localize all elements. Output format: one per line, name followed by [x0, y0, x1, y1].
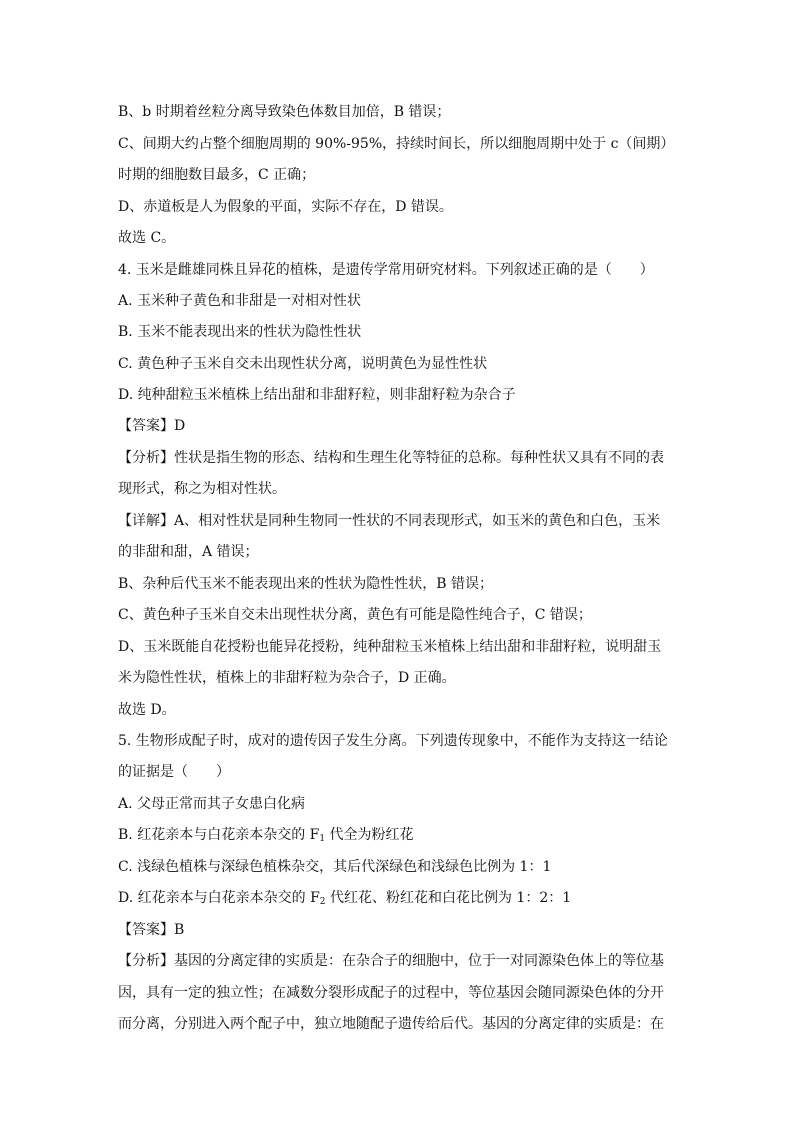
text-line-d-explanation: D、赤道板是人为假象的平面，实际不存在，D 错误。	[118, 199, 453, 215]
option-d-text-post: 代红花、粉红花和白花比例为 1：2：1	[325, 890, 572, 906]
answer-choice-q4: 故选 D。	[118, 702, 176, 718]
text-line-c-explanation-1: C、间期大约占整个细胞周期的 90%-95%，持续时间长，所以细胞周期中处于 c（间期）	[118, 136, 675, 152]
question-5-answer: 【答案】B	[118, 922, 185, 938]
option-b-text-post: 代全为粉红花	[325, 827, 414, 843]
text-line-c-explanation-2: 时期的细胞数目最多，C 正确；	[118, 167, 316, 183]
answer-choice-q3: 故选 C。	[118, 230, 176, 246]
question-5-analysis-1: 【分析】基因的分离定律的实质是：在杂合子的细胞中，位于一对同源染色体上的等位基	[118, 953, 664, 969]
question-4-analysis-1: 【分析】性状是指生物的形态、结构和生理生化等特征的总称。每种性状又具有不同的表	[118, 450, 664, 466]
question-4-detail-5: D、玉米既能自花授粉也能异花授粉，纯种甜粒玉米植株上结出甜和非甜籽粒，说明甜玉	[118, 639, 662, 655]
question-4-detail-3: B、杂种后代玉米不能表现出来的性状为隐性性状，B 错误；	[118, 576, 494, 592]
question-5-stem-2: 的证据是（ ）	[118, 764, 230, 780]
question-4-option-d: D. 纯种甜粒玉米植株上结出甜和非甜籽粒，则非甜籽粒为杂合子	[118, 387, 516, 403]
question-4-answer: 【答案】D	[118, 418, 186, 434]
question-4-option-a: A. 玉米种子黄色和非甜是一对相对性状	[118, 293, 362, 309]
question-4-stem: 4. 玉米是雌雄同株且异花的植株，是遗传学常用研究材料。下列叙述正确的是（ ）	[118, 262, 654, 278]
question-5-option-d	[118, 888, 678, 908]
question-5-option-b	[118, 825, 678, 845]
text-line-b-explanation: B、b 时期着丝粒分离导致染色体数目加倍，B 错误；	[118, 104, 451, 120]
question-4-detail-6: 米为隐性性状，植株上的非甜籽粒为杂合子，D 正确。	[118, 670, 456, 686]
question-5-option-a: A. 父母正常而其子女患白化病	[118, 796, 306, 812]
question-4-detail-1: 【详解】A、相对性状是同种生物同一性状的不同表现形式，如玉米的黄色和白色，玉米	[118, 513, 661, 529]
option-d-text-pre: D. 红花亲本与白花亲本杂交的 F	[118, 890, 320, 906]
question-4-option-c: C. 黄色种子玉米自交未出现性状分离，说明黄色为显性性状	[118, 356, 488, 372]
question-4-option-b: B. 玉米不能表现出来的性状为隐性性状	[118, 324, 362, 340]
question-5-analysis-2: 因，具有一定的独立性；在减数分裂形成配子的过程中，等位基因会随同源染色体的分开	[118, 985, 664, 1001]
question-5-analysis-3: 而分离，分别进入两个配子中，独立地随配子遗传给后代。基因的分离定律的实质是：在	[118, 1016, 664, 1032]
question-5-option-c: C. 浅绿色植株与深绿色植株杂交，其后代深绿色和浅绿色比例为 1：1	[118, 859, 552, 875]
option-b-subscript: 1	[319, 834, 326, 844]
question-5-stem-1: 5. 生物形成配子时，成对的遗传因子发生分离。下列遗传现象中，不能作为支持这一结论	[118, 733, 668, 749]
question-4-analysis-2: 现形式，称之为相对性状。	[118, 481, 286, 497]
option-d-subscript: 2	[319, 897, 326, 907]
option-b-text-pre: B. 红花亲本与白花亲本杂交的 F	[118, 827, 320, 843]
question-4-detail-4: C、黄色种子玉米自交未出现性状分离，黄色有可能是隐性纯合子，C 错误；	[118, 607, 592, 623]
question-4-detail-2: 的非甜和甜，A 错误；	[118, 544, 259, 560]
